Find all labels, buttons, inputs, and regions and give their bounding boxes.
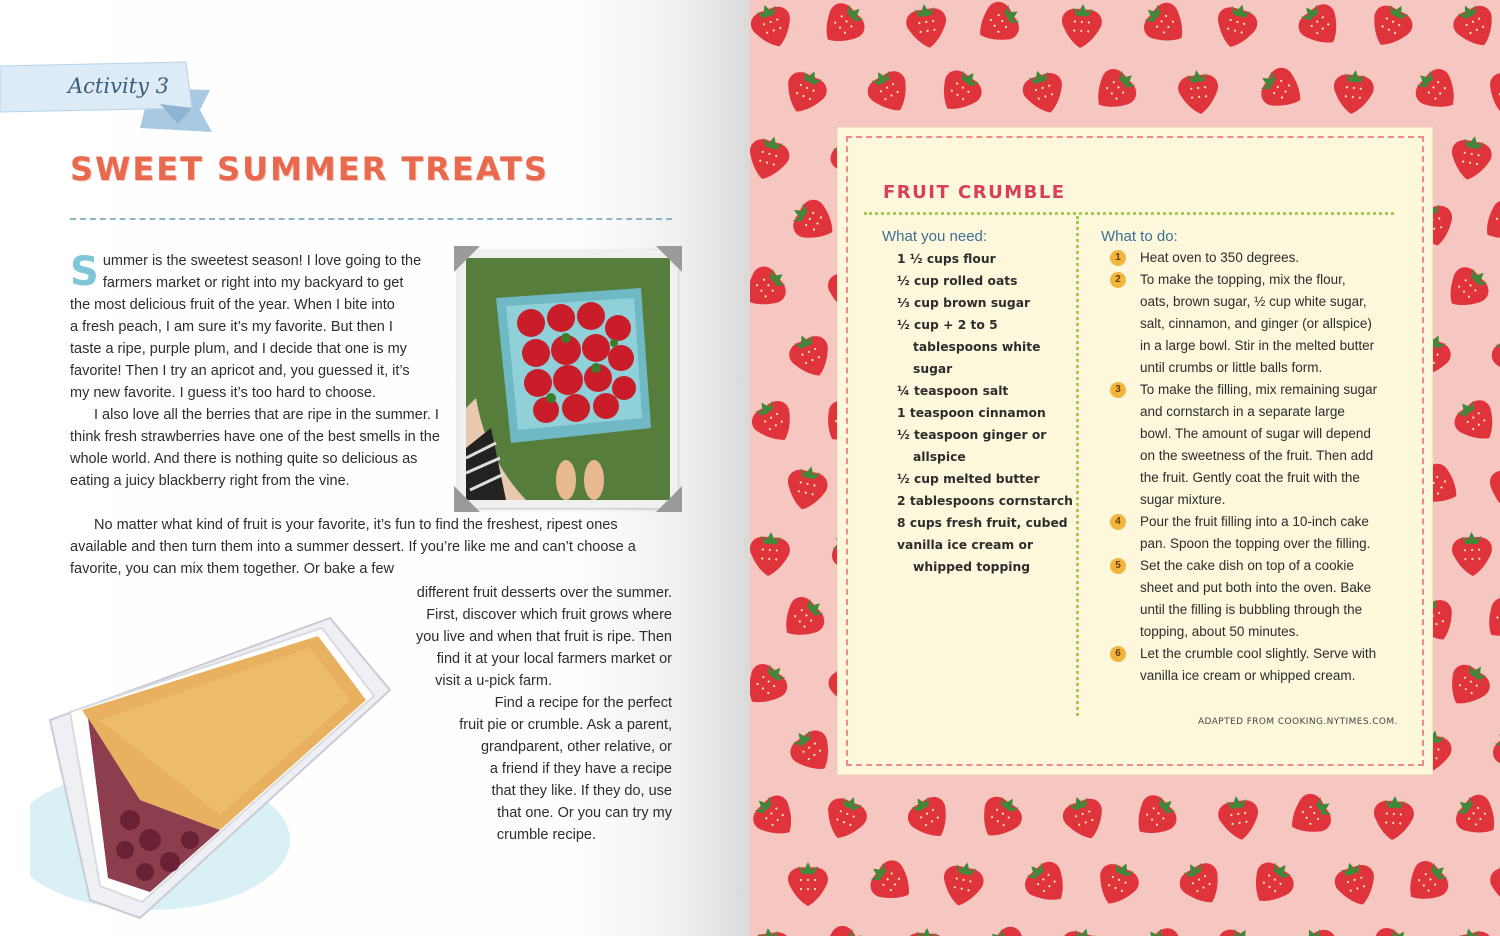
strawberry-icon — [1451, 531, 1492, 576]
strawberry-icon — [1363, 0, 1419, 54]
strawberry-icon — [904, 927, 947, 936]
strawberry-icon — [750, 655, 796, 714]
strawberry-icon — [1447, 786, 1500, 845]
step-line: vanilla ice cream or whipped cream. — [1140, 668, 1356, 683]
strawberry-icon — [750, 131, 794, 184]
strawberry-icon — [1488, 860, 1500, 908]
strawberry-icon — [979, 918, 1038, 936]
photo-corner — [454, 486, 480, 512]
wrapped-line: that one. Or you can try my — [497, 805, 672, 821]
step-line: To make the filling, mix remaining sugar — [1140, 382, 1378, 397]
intro-line: favorite! Then I try an apricot and, you guessed it, it’s — [70, 363, 410, 379]
photo-corner — [656, 246, 682, 272]
strawberry-icon — [788, 862, 828, 906]
recipe-step — [1110, 247, 1410, 269]
step-line: in a large bowl. Stir in the melted butter — [1140, 338, 1375, 353]
strawberry-icon — [1216, 793, 1262, 842]
recipe-step — [1110, 379, 1410, 511]
step-line: sugar mixture. — [1140, 492, 1226, 507]
step-line: bowl. The amount of sugar will depend — [1140, 426, 1371, 441]
intro-lines — [70, 250, 442, 404]
step-number-badge: 5 — [1110, 558, 1126, 574]
activity-ribbon — [0, 58, 215, 140]
intro-line: taste a ripe, purple plum, and I decide that one is my — [70, 341, 407, 357]
strawberry-icon — [939, 858, 987, 909]
strawberry-icon — [1090, 855, 1144, 911]
strawberry-icon — [1058, 790, 1111, 845]
step-line: until the filling is bubbling through the — [1140, 602, 1363, 617]
intro-line: a fresh peach, I am sure it’s my favorite. But then I — [70, 319, 393, 335]
strawberry-icon — [1476, 192, 1500, 250]
ingredient: 1 ½ cups flour — [897, 252, 996, 266]
ingredient: 8 cups fresh fruit, cubed — [897, 516, 1068, 530]
ingredient: ¼ teaspoon salt — [897, 384, 1009, 398]
photo-illustration — [466, 258, 670, 500]
strawberry-icon — [901, 788, 958, 847]
strawberry-icon — [1482, 65, 1500, 119]
strawberry-icon — [1134, 919, 1193, 936]
step-line: salt, cinnamon, and ginger (or allspice) — [1140, 316, 1372, 331]
step-line: oats, brown sugar, ½ cup white sugar, — [1140, 294, 1367, 309]
step-line: sheet and put both into the oven. Bake — [1140, 580, 1372, 595]
strawberry-icon — [1211, 0, 1262, 52]
ingredients-list — [897, 248, 1077, 578]
strawberry-icon — [1446, 391, 1500, 450]
intro-line: ummer is the sweetest season! I love going to the — [102, 253, 422, 269]
step-line: Let the crumble cool slightly. Serve with — [1140, 646, 1377, 661]
recipe-title: FRUIT CRUMBLE — [883, 182, 1066, 203]
strawberry-icon — [814, 0, 873, 54]
strawberry-icon — [1330, 857, 1382, 911]
wrapped-line: that they like. If they do, use — [491, 783, 672, 799]
wrapped-line: fruit pie or crumble. Ask a parent, — [459, 717, 672, 733]
ingredient: vanilla ice cream or — [897, 538, 1034, 552]
step-number-badge: 4 — [1110, 514, 1126, 530]
strawberry-icon — [1126, 787, 1185, 846]
ingredient: ½ cup + 2 to 5 — [897, 318, 998, 332]
ingredient: 1 teaspoon cinnamon — [897, 406, 1046, 420]
strawberry-icon — [1331, 68, 1375, 116]
step-line: Pour the fruit filling into a 10-inch cake — [1140, 514, 1369, 529]
fruit-text: No matter what kind of fruit is your favorite, it’s fun to find the freshest, ripest ones available and then turn them into a summer dessert. If you’re like me and can’t choose a favorite, you can mix them together. Or bake a few — [70, 517, 636, 577]
strawberry-icon — [1447, 0, 1500, 54]
wrapped-line: you live and when that fruit is ripe. Then — [415, 629, 672, 645]
step-line: on the sweetness of the fruit. Then add — [1140, 448, 1374, 463]
strawberry-icon — [1372, 795, 1415, 842]
berries-text: I also love all the berries that are ripe in the summer. I think fresh strawberries have one of the best smells in the whole world. And there is nothing quite so delicious as eating a juicy blackberry right from the vine. — [70, 407, 440, 489]
step-number-badge: 3 — [1110, 382, 1126, 398]
strawberry-icon — [972, 788, 1030, 847]
strawberry-icon — [1485, 326, 1500, 384]
ingredient: whipped topping — [913, 560, 1031, 574]
step-number-badge: 6 — [1110, 646, 1126, 662]
ingredient: sugar — [913, 362, 953, 376]
strawberry-icon — [1449, 924, 1498, 936]
strawberry-icon — [1018, 65, 1070, 119]
intro-line: farmers market or right into my backyard to get — [102, 275, 404, 291]
photo-corner — [454, 246, 480, 272]
strawberry-icon — [1086, 60, 1145, 119]
strawberry-icon — [1398, 852, 1457, 911]
strawberry-icon — [750, 392, 802, 451]
recipe-step — [1110, 643, 1410, 687]
strawberry-icon — [750, 787, 804, 846]
step-number-badge: 2 — [1110, 272, 1126, 288]
recipe-credit: ADAPTED FROM COOKING.NYTIMES.COM. — [1198, 717, 1398, 727]
recipe-step — [1110, 555, 1410, 643]
strawberry-icon — [774, 588, 833, 647]
strawberry-icon — [784, 193, 842, 250]
strawberry-icon — [1173, 854, 1230, 912]
strawberry-icon — [1207, 920, 1263, 936]
strawberry-icon — [861, 62, 918, 120]
strawberry-icon — [1243, 853, 1301, 912]
photo-corner — [656, 486, 682, 512]
strawberry-icon — [750, 0, 798, 53]
ingredient: 2 tablespoons cornstarch — [897, 494, 1073, 508]
wrapped-line: Find a recipe for the perfect — [494, 695, 672, 711]
step-line: Heat oven to 350 degrees. — [1140, 250, 1300, 265]
ingredient: ½ cup melted butter — [897, 472, 1040, 486]
wrapped-line: a friend if they have a recipe — [489, 761, 672, 777]
strawberry-icon — [1440, 656, 1498, 715]
wrapped-line: grandparent, other relative, or — [480, 739, 672, 755]
strawberry-basket-photo — [458, 250, 678, 508]
ingredient: ⅓ cup brown sugar — [897, 296, 1031, 310]
ingredients-heading: What you need: — [882, 228, 988, 245]
steps-heading: What to do: — [1101, 228, 1178, 245]
page-title: SWEET SUMMER TREATS — [70, 150, 549, 188]
right-page — [750, 0, 1500, 936]
strawberry-icon — [814, 919, 873, 936]
recipe-step — [1110, 511, 1410, 555]
crumble-dish-illustration — [30, 600, 410, 930]
strawberry-icon — [783, 327, 837, 383]
ingredient: allspice — [913, 450, 966, 464]
strawberry-icon — [1060, 3, 1103, 50]
title-divider — [70, 218, 672, 220]
step-number-badge: 1 — [1110, 250, 1126, 266]
step-line: the fruit. Gently coat the fruit with the — [1140, 470, 1360, 485]
wrapped-line: First, discover which fruit grows where — [426, 607, 672, 623]
step-line: topping, about 50 minutes. — [1140, 624, 1300, 639]
activity-label: Activity 3 — [68, 74, 170, 98]
steps-list — [1110, 247, 1410, 687]
step-line: until crumbs or little balls form. — [1140, 360, 1323, 375]
recipe-divider — [864, 212, 1394, 215]
step-line: To make the topping, mix the flour, — [1140, 272, 1346, 287]
berries-paragraph — [70, 404, 442, 492]
strawberry-icon — [1055, 923, 1106, 936]
ingredient: tablespoons white — [913, 340, 1041, 354]
intro-line: the most delicious fruit of the year. When I bite into — [70, 297, 395, 313]
ingredient: ½ teaspoon ginger or — [897, 428, 1047, 442]
intro-line: my new favorite. I guess it’s too hard to choose. — [70, 385, 377, 401]
wrapped-line: crumble recipe. — [496, 827, 596, 843]
step-line: Set the cake dish on top of a cookie — [1140, 558, 1354, 573]
strawberry-icon — [1291, 921, 1346, 936]
step-line: and cornstarch in a separate large — [1140, 404, 1345, 419]
strawberry-icon — [750, 531, 791, 578]
strawberry-icon — [970, 0, 1029, 52]
strawberry-icon — [1476, 589, 1500, 648]
recipe-step — [1110, 269, 1410, 379]
strawberry-icon — [1016, 853, 1075, 912]
strawberry-icon — [1438, 259, 1497, 318]
strawberry-icon — [778, 63, 832, 119]
strawberry-icon — [750, 925, 794, 936]
strawberry-icon — [1447, 133, 1494, 183]
drop-cap: S — [70, 249, 99, 295]
intro-paragraph — [70, 250, 442, 404]
strawberry-icon — [904, 1, 950, 50]
wrapped-line: visit a u-pick farm. — [435, 673, 552, 689]
strawberry-icon — [1290, 0, 1349, 54]
strawberry-icon — [783, 462, 831, 513]
strawberry-icon — [861, 852, 920, 910]
fruit-paragraph — [70, 514, 672, 580]
step-line: pan. Spoon the topping over the filling. — [1140, 536, 1371, 551]
strawberry-icon — [819, 790, 873, 846]
strawberry-icon — [782, 721, 840, 780]
strawberry-icon — [1484, 721, 1500, 780]
wrapped-line: different fruit desserts over the summer. — [416, 585, 672, 601]
wrapped-line: find it at your local farmers market or — [436, 651, 672, 667]
ingredient: ½ cup rolled oats — [897, 274, 1018, 288]
strawberry-icon — [750, 258, 795, 317]
strawberry-icon — [1176, 68, 1220, 116]
strawberry-icon — [931, 61, 989, 120]
strawberry-icon — [1361, 919, 1420, 936]
strawberry-icon — [1252, 61, 1310, 118]
strawberry-icon — [1282, 787, 1341, 844]
strawberry-icon — [1135, 0, 1194, 53]
strawberry-icon — [1407, 60, 1466, 119]
strawberry-icon — [1487, 464, 1500, 512]
